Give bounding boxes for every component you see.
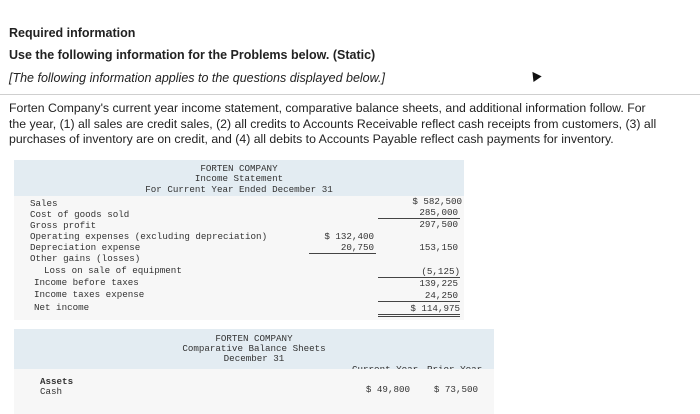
row-other-label: Other gains (losses) <box>30 253 141 264</box>
assets-label: Assets <box>40 376 74 387</box>
row-cogs-label: Cost of goods sold <box>30 209 130 220</box>
bracket-note: [The following information applies to the questions displayed below.] <box>9 71 385 85</box>
underline-net-1 <box>378 314 460 315</box>
cogs-amount: 285,000 <box>419 207 458 218</box>
row-opex-label: Operating expenses (excluding depreciation) <box>30 231 268 242</box>
row-ibt-label: Income before taxes <box>34 277 139 288</box>
row-loss-label: Loss on sale of equipment <box>44 265 182 276</box>
is-title: Income Statement <box>194 173 284 184</box>
bs-company: FORTEN COMPANY <box>215 333 293 344</box>
cash-current: $ 49,800 <box>365 384 410 395</box>
bs-date: December 31 <box>223 353 285 364</box>
income-statement-header <box>14 160 464 196</box>
underline-net-2 <box>378 316 460 317</box>
is-period: For Current Year Ended December 31 <box>145 184 333 195</box>
cash-prior: $ 73,500 <box>433 384 478 395</box>
intro-paragraph: Forten Company's current year income statement, comparative balance sheets, and additional information follow. For the year, (1) all sales are credit sales, (2) all credits to Accounts Receivable reflect cash receipts from customers, (3) all purchases of inventory are on credit, and (4) all debits to Accounts Payable reflect cash payments for inventory. <box>9 101 657 146</box>
row-dep-label: Depreciation expense <box>30 242 141 253</box>
net-amount: $ 114,975 <box>410 303 460 314</box>
sales-amount: $ 582,500 <box>412 196 462 207</box>
is-company: FORTEN COMPANY <box>200 163 278 174</box>
bs-title: Comparative Balance Sheets <box>182 343 326 354</box>
tax-amount: 24,250 <box>424 290 458 301</box>
row-gross-label: Gross profit <box>30 220 97 231</box>
opex-amount: $ 132,400 <box>324 231 374 242</box>
underline-dep <box>309 253 376 254</box>
underline-tax <box>378 301 460 302</box>
row-net-label: Net income <box>34 302 90 313</box>
problem-heading: Use the following information for the Problems below. (Static) <box>9 48 376 62</box>
balance-sheet-header <box>14 329 494 369</box>
ibt-amount: 139,225 <box>419 278 458 289</box>
row-sales-label: Sales <box>30 198 58 209</box>
loss-amount: (5,125) <box>421 266 460 277</box>
cursor-icon <box>528 69 541 82</box>
dep-amount: 20,750 <box>340 242 374 253</box>
cash-label: Cash <box>40 386 63 397</box>
divider <box>0 94 700 95</box>
row-tax-label: Income taxes expense <box>34 289 145 300</box>
dep-total-amount: 153,150 <box>419 242 458 253</box>
required-information-title: Required information <box>9 26 136 40</box>
gross-amount: 297,500 <box>419 219 458 230</box>
